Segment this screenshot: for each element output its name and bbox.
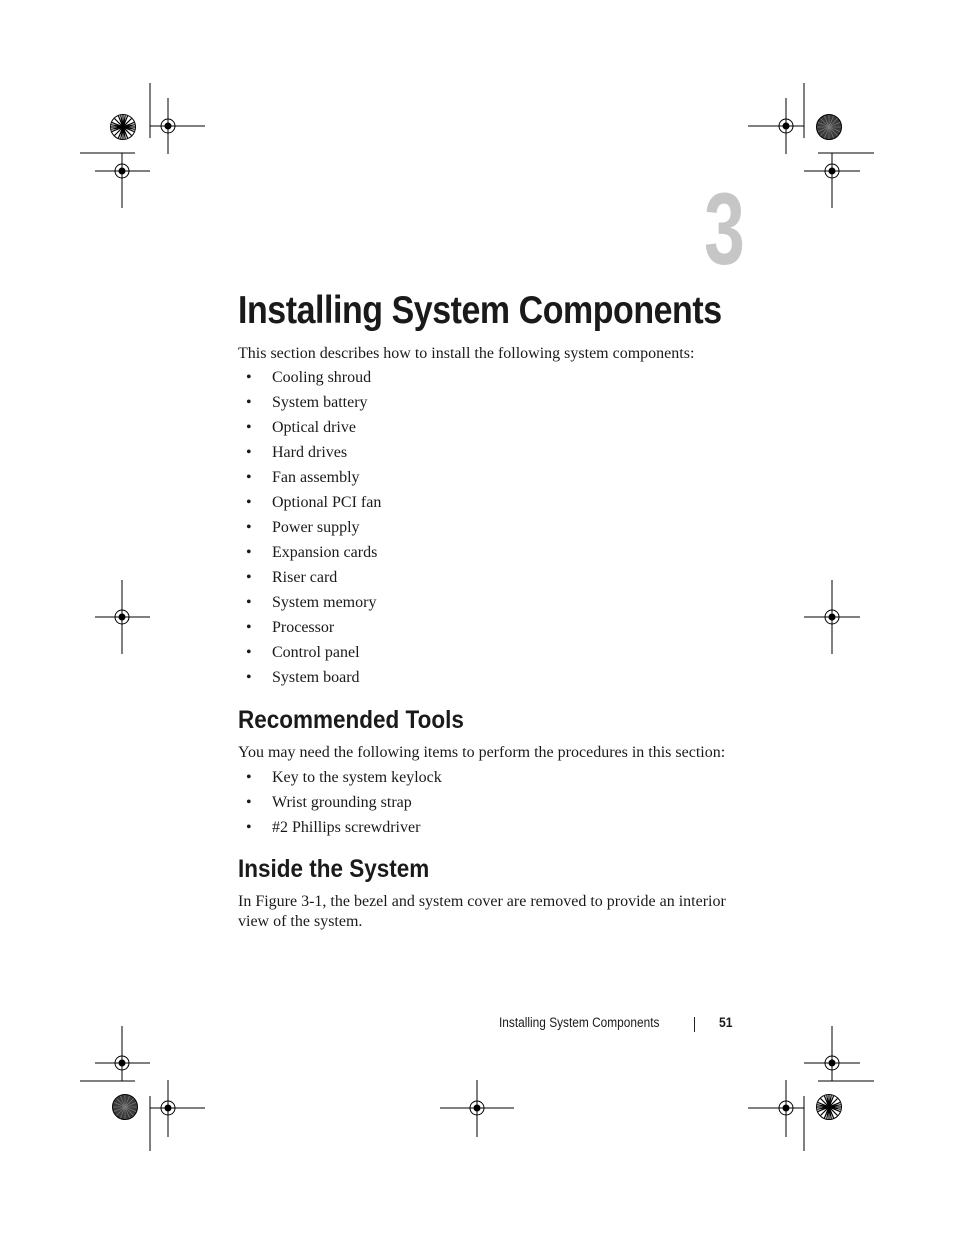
list-item-text: System memory <box>272 594 377 611</box>
tools-list <box>238 768 442 843</box>
bullet-icon: • <box>246 794 252 811</box>
list-item <box>238 443 381 468</box>
list-item <box>238 518 381 543</box>
list-item <box>238 643 381 668</box>
bullet-icon: • <box>246 769 252 786</box>
bullet-icon: • <box>246 394 252 411</box>
list-item <box>238 368 381 393</box>
list-item <box>238 543 381 568</box>
bullet-icon: • <box>246 469 252 486</box>
list-item-text: Expansion cards <box>272 544 378 561</box>
intro-paragraph: This section describes how to install the following system components: <box>238 345 695 362</box>
inside-system-paragraph: In Figure 3-1, the bezel and system cover are removed to provide an interior view of the system. <box>238 893 726 930</box>
list-item <box>238 668 381 693</box>
chapter-number: 3 <box>704 172 745 286</box>
list-item-text: Wrist grounding strap <box>272 794 412 811</box>
bullet-icon: • <box>246 644 252 661</box>
chapter-title: Installing System Components <box>238 289 722 332</box>
list-item <box>238 418 381 443</box>
bullet-icon: • <box>246 444 252 461</box>
list-item <box>238 568 381 593</box>
list-item-text: Control panel <box>272 644 360 661</box>
bullet-icon: • <box>246 369 252 386</box>
list-item-text: Optional PCI fan <box>272 494 382 511</box>
list-item-text: Processor <box>272 619 335 636</box>
bullet-icon: • <box>246 569 252 586</box>
bullet-icon: • <box>246 519 252 536</box>
list-item <box>238 393 381 418</box>
list-item-text: Cooling shroud <box>272 369 372 386</box>
list-item-text: Fan assembly <box>272 469 360 486</box>
bullet-icon: • <box>246 669 252 686</box>
inside-system-heading: Inside the System <box>238 855 430 883</box>
list-item-text: Power supply <box>272 519 360 536</box>
recommended-tools-heading: Recommended Tools <box>238 706 464 734</box>
bullet-icon: • <box>246 544 252 561</box>
list-item-text: Optical drive <box>272 419 356 436</box>
list-item-text: Key to the system keylock <box>272 769 442 786</box>
list-item <box>238 793 442 818</box>
components-list <box>238 368 381 693</box>
bullet-icon: • <box>246 419 252 436</box>
list-item-text: Riser card <box>272 569 338 586</box>
list-item <box>238 818 442 843</box>
list-item-text: System battery <box>272 394 368 411</box>
list-item <box>238 768 442 793</box>
tools-intro-paragraph: You may need the following items to perform the procedures in this section: <box>238 744 726 761</box>
footer-separator <box>694 1017 695 1032</box>
page-number: 51 <box>719 1015 733 1030</box>
footer-chapter-title: Installing System Components <box>499 1015 660 1030</box>
list-item-text: Hard drives <box>272 444 348 461</box>
list-item <box>238 468 381 493</box>
bullet-icon: • <box>246 819 252 836</box>
bullet-icon: • <box>246 594 252 611</box>
bullet-icon: • <box>246 494 252 511</box>
list-item <box>238 618 381 643</box>
bullet-icon: • <box>246 619 252 636</box>
list-item <box>238 593 381 618</box>
list-item-text: System board <box>272 669 360 686</box>
list-item <box>238 493 381 518</box>
list-item-text: #2 Phillips screwdriver <box>272 819 421 836</box>
